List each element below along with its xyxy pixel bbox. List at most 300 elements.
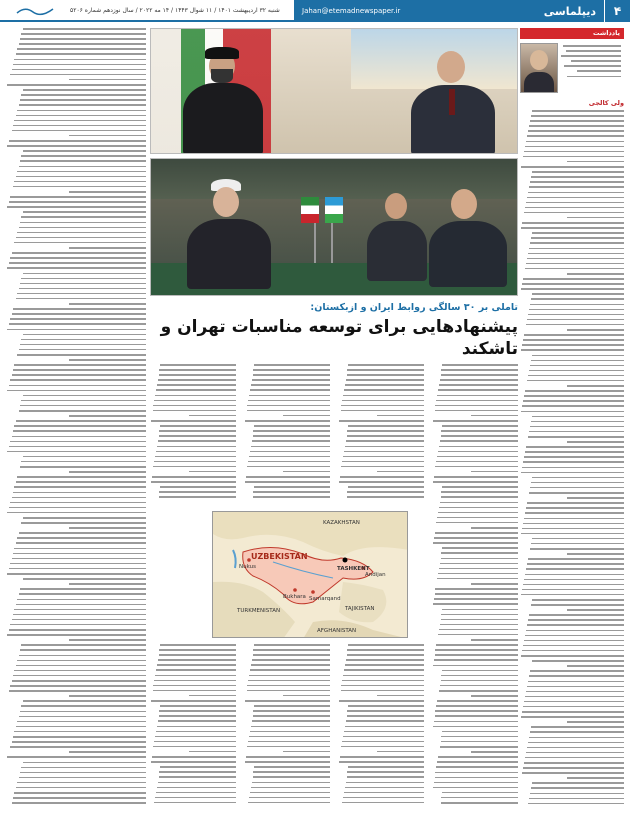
- text-line: [155, 456, 236, 458]
- text-line: [343, 736, 424, 738]
- text-line: [442, 670, 518, 672]
- text-line: [153, 405, 236, 407]
- text-line: [525, 207, 624, 209]
- text-line: [247, 746, 330, 748]
- text-line: [253, 374, 330, 376]
- text-line: [17, 232, 146, 234]
- text-line: [13, 308, 146, 310]
- text-line: [532, 477, 624, 479]
- text-line: [9, 140, 146, 142]
- text-line: [23, 273, 146, 275]
- text-line: [524, 701, 624, 703]
- text-line: [471, 471, 518, 473]
- text-line: [23, 578, 146, 580]
- text-line: [21, 33, 146, 35]
- text-line: [7, 267, 146, 269]
- text-line: [251, 787, 330, 789]
- text-line: [341, 466, 424, 468]
- text-line: [156, 731, 236, 733]
- text-line: [69, 527, 146, 529]
- text-line: [529, 248, 624, 250]
- text-line: [527, 197, 624, 199]
- text-line: [254, 766, 330, 768]
- text-line: [246, 756, 330, 758]
- text-line: [69, 751, 146, 753]
- text-line: [434, 598, 518, 600]
- text-line: [521, 227, 624, 229]
- text-line: [521, 472, 624, 474]
- text-line: [154, 461, 236, 463]
- photo-meeting-1: [150, 28, 518, 154]
- text-line: [441, 736, 518, 738]
- text-line: [254, 486, 330, 488]
- text-line: [523, 278, 624, 280]
- flag-uzbekistan-icon: [325, 197, 343, 223]
- text-line: [531, 237, 624, 239]
- map-label-samarqand: Samarqand: [309, 596, 341, 602]
- text-line: [159, 491, 236, 493]
- text-line: [347, 771, 424, 773]
- text-line: [160, 644, 236, 646]
- text-line: [20, 283, 146, 285]
- text-line: [439, 690, 518, 692]
- text-line: [344, 792, 424, 794]
- text-line: [435, 410, 518, 412]
- text-line: [441, 614, 518, 616]
- text-line: [13, 553, 146, 555]
- text-line: [434, 537, 518, 539]
- text-line: [10, 685, 146, 687]
- text-line: [531, 298, 624, 300]
- text-line: [250, 669, 330, 671]
- text-line: [283, 751, 330, 753]
- text-line: [521, 533, 624, 535]
- text-line: [438, 573, 518, 575]
- text-line: [522, 405, 624, 407]
- text-line: [155, 675, 236, 677]
- text-line: [441, 496, 518, 498]
- text-line: [157, 726, 236, 728]
- text-line: [250, 731, 330, 733]
- text-line: [249, 675, 330, 677]
- text-line: [439, 384, 518, 386]
- left-text-column: [6, 28, 146, 814]
- text-line: [433, 603, 518, 605]
- text-line: [529, 125, 624, 127]
- text-line: [16, 53, 146, 55]
- text-line: [377, 695, 424, 697]
- text-line: [17, 171, 146, 173]
- text-line: [442, 364, 518, 366]
- text-line: [377, 751, 424, 753]
- text-line: [158, 720, 236, 722]
- text-line: [471, 695, 518, 697]
- text-line: [69, 583, 146, 585]
- text-line: [442, 609, 518, 611]
- text-line: [524, 640, 624, 642]
- text-line: [437, 700, 518, 702]
- text-line: [245, 420, 330, 422]
- text-line: [342, 802, 424, 804]
- text-line: [347, 491, 424, 493]
- text-line: [21, 216, 146, 218]
- text-line: [155, 736, 236, 738]
- text-line: [528, 681, 624, 683]
- text-line: [340, 756, 424, 758]
- text-line: [160, 425, 236, 427]
- text-line: [23, 334, 146, 336]
- section-title: دیپلماسی: [543, 4, 596, 18]
- text-line: [531, 726, 624, 728]
- text-line: [442, 731, 518, 733]
- text-line: [19, 166, 146, 168]
- text-line: [14, 120, 146, 122]
- text-line: [252, 379, 330, 381]
- text-line: [12, 130, 146, 132]
- text-line: [10, 563, 146, 565]
- text-line: [9, 201, 146, 203]
- text-line: [348, 364, 424, 366]
- map-label-bukhara: Bukhara: [283, 594, 306, 600]
- text-line: [10, 624, 146, 626]
- text-line: [525, 451, 624, 453]
- text-line: [525, 146, 624, 148]
- article-headline: پیشنهادهایی برای توسعه مناسبات تهران و تاشکند: [160, 317, 518, 359]
- text-line: [567, 217, 624, 219]
- text-line: [10, 257, 146, 259]
- text-line: [16, 176, 146, 178]
- text-line: [341, 746, 424, 748]
- text-line: [435, 654, 518, 656]
- text-line: [342, 680, 424, 682]
- text-line: [12, 802, 146, 804]
- text-line: [346, 440, 424, 442]
- text-line: [523, 339, 624, 341]
- text-line: [10, 746, 146, 748]
- text-line: [339, 420, 424, 422]
- text-line: [17, 476, 146, 478]
- text-line: [249, 797, 330, 799]
- text-line: [17, 721, 146, 723]
- text-line: [347, 374, 424, 376]
- text-line: [347, 496, 424, 498]
- person-right: [401, 45, 501, 154]
- text-line: [523, 156, 624, 158]
- text-line: [16, 237, 146, 239]
- text-line: [7, 84, 146, 86]
- text-line: [442, 792, 518, 794]
- text-line: [160, 364, 236, 366]
- text-line: [12, 619, 146, 621]
- text-line: [7, 390, 146, 392]
- text-line: [441, 369, 518, 371]
- text-line: [530, 120, 624, 122]
- text-line: [343, 675, 424, 677]
- text-line: [442, 547, 518, 549]
- map-label-tajikistan: TAJIKISTAN: [345, 606, 375, 612]
- text-line: [156, 669, 236, 671]
- text-line: [158, 440, 236, 442]
- text-line: [151, 761, 236, 763]
- text-line: [155, 395, 236, 397]
- issue-info: شنبه ۳۲ اردیبهشت ۱۴۰۱ / ۱۱ شوال ۱۴۴۳ / ۱۴ مه ۲۰۲۲ / سال نوزدهم شماره ۵۲۰۶: [70, 0, 294, 22]
- text-line: [23, 89, 146, 91]
- text-line: [69, 191, 146, 193]
- text-line: [19, 410, 146, 412]
- text-line: [532, 660, 624, 662]
- text-line: [151, 700, 236, 702]
- text-line: [529, 737, 624, 739]
- text-line: [154, 741, 236, 743]
- text-line: [442, 425, 518, 427]
- text-line: [189, 415, 236, 417]
- text-line: [21, 705, 146, 707]
- text-line: [525, 512, 624, 514]
- text-line: [339, 700, 424, 702]
- text-line: [523, 400, 624, 402]
- text-line: [347, 715, 424, 717]
- text-line: [160, 766, 236, 768]
- text-line: [437, 578, 518, 580]
- text-line: [157, 664, 236, 666]
- text-line: [21, 339, 146, 341]
- text-line: [253, 496, 330, 498]
- text-line: [529, 492, 624, 494]
- text-line: [249, 395, 330, 397]
- text-line: [20, 160, 146, 162]
- text-line: [521, 716, 624, 718]
- text-line: [250, 792, 330, 794]
- text-line: [435, 777, 518, 779]
- text-line: [528, 130, 624, 132]
- text-line: [441, 374, 518, 376]
- text-line: [530, 670, 624, 672]
- text-line: [159, 374, 236, 376]
- text-line: [254, 705, 330, 707]
- text-line: [521, 349, 624, 351]
- text-line: [526, 263, 624, 265]
- text-line: [524, 456, 624, 458]
- text-line: [567, 777, 624, 779]
- text-line: [21, 522, 146, 524]
- text-line: [526, 507, 624, 509]
- text-line: [522, 283, 624, 285]
- text-line: [528, 253, 624, 255]
- text-line: [7, 512, 146, 514]
- text-line: [441, 741, 518, 743]
- text-line: [21, 400, 146, 402]
- text-line: [12, 680, 146, 682]
- text-line: [530, 731, 624, 733]
- text-line: [567, 273, 624, 275]
- text-line: [12, 374, 146, 376]
- text-line: [438, 634, 518, 636]
- text-line: [343, 456, 424, 458]
- text-line: [435, 532, 518, 534]
- text-line: [441, 802, 518, 804]
- text-line: [248, 741, 330, 743]
- text-line: [521, 288, 624, 290]
- text-line: [435, 649, 518, 651]
- text-line: [245, 761, 330, 763]
- text-line: [19, 104, 146, 106]
- text-line: [527, 135, 624, 137]
- text-line: [345, 446, 424, 448]
- text-line: [528, 619, 624, 621]
- text-line: [341, 410, 424, 412]
- text-line: [346, 379, 424, 381]
- flag-iran-icon: [301, 197, 319, 223]
- text-line: [160, 486, 236, 488]
- text-line: [13, 369, 146, 371]
- text-line: [377, 471, 424, 473]
- text-line: [525, 757, 624, 759]
- text-line: [248, 680, 330, 682]
- text-line: [442, 486, 518, 488]
- page-number: ۴: [604, 0, 630, 22]
- text-line: [159, 369, 236, 371]
- text-line: [23, 762, 146, 764]
- text-line: [521, 166, 624, 168]
- text-line: [436, 522, 518, 524]
- text-line: [69, 79, 146, 81]
- section-band: [294, 0, 604, 22]
- text-line: [16, 298, 146, 300]
- text-line: [156, 451, 236, 453]
- text-line: [20, 649, 146, 651]
- text-line: [523, 523, 624, 525]
- text-line: [529, 309, 624, 311]
- text-line: [20, 588, 146, 590]
- text-line: [527, 686, 624, 688]
- text-line: [440, 563, 518, 565]
- author-photo: [520, 43, 558, 93]
- text-line: [23, 517, 146, 519]
- text-line: [523, 706, 624, 708]
- text-line: [525, 574, 624, 576]
- text-line: [344, 451, 424, 453]
- text-line: [433, 665, 518, 667]
- text-line: [159, 654, 236, 656]
- text-line: [12, 313, 146, 315]
- text-line: [69, 639, 146, 641]
- text-line: [437, 395, 518, 397]
- text-line: [438, 512, 518, 514]
- text-line: [437, 517, 518, 519]
- text-line: [69, 247, 146, 249]
- text-line: [9, 629, 146, 631]
- text-line: [12, 497, 146, 499]
- text-line: [567, 665, 624, 667]
- text-line: [9, 262, 146, 264]
- text-line: [253, 435, 330, 437]
- text-line: [532, 171, 624, 173]
- text-line: [9, 690, 146, 692]
- text-line: [528, 192, 624, 194]
- text-line: [253, 710, 330, 712]
- text-line: [531, 787, 624, 789]
- text-line: [16, 787, 146, 789]
- text-line: [159, 496, 236, 498]
- text-line: [250, 451, 330, 453]
- map-label-nukus: Nukus: [239, 564, 256, 570]
- text-line: [17, 537, 146, 539]
- text-line: [23, 211, 146, 213]
- text-line: [252, 720, 330, 722]
- text-line: [346, 659, 424, 661]
- text-line: [347, 369, 424, 371]
- text-line: [342, 741, 424, 743]
- text-line: [345, 664, 424, 666]
- text-line: [19, 349, 146, 351]
- text-line: [531, 176, 624, 178]
- text-line: [157, 384, 236, 386]
- text-line: [283, 695, 330, 697]
- text-line: [23, 395, 146, 397]
- text-line: [434, 476, 518, 478]
- text-line: [7, 145, 146, 147]
- text-line: [523, 767, 624, 769]
- text-line: [529, 186, 624, 188]
- text-line: [530, 304, 624, 306]
- text-line: [69, 415, 146, 417]
- text-line: [251, 726, 330, 728]
- text-line: [525, 268, 624, 270]
- text-line: [69, 303, 146, 305]
- text-line: [567, 385, 624, 387]
- text-line: [567, 553, 624, 555]
- text-line: [19, 716, 146, 718]
- text-line: [531, 482, 624, 484]
- text-line: [21, 155, 146, 157]
- text-line: [14, 548, 146, 550]
- text-line: [435, 466, 518, 468]
- text-line: [435, 405, 518, 407]
- text-line: [343, 395, 424, 397]
- text-line: [522, 467, 624, 469]
- text-line: [434, 782, 518, 784]
- text-line: [433, 481, 518, 483]
- text-line: [156, 389, 236, 391]
- text-line: [441, 680, 518, 682]
- text-line: [522, 711, 624, 713]
- text-line: [14, 609, 146, 611]
- text-line: [532, 782, 624, 784]
- text-line: [254, 364, 330, 366]
- text-line: [531, 421, 624, 423]
- text-line: [23, 456, 146, 458]
- header-email[interactable]: Jahan@etemadnewspaper.ir: [302, 7, 401, 15]
- text-line: [567, 329, 624, 331]
- text-line: [20, 38, 146, 40]
- text-line: [251, 664, 330, 666]
- text-line: [347, 649, 424, 651]
- text-line: [159, 771, 236, 773]
- map-label-uzbekistan: UZBEKISTAN: [251, 552, 308, 561]
- text-line: [248, 461, 330, 463]
- text-line: [10, 379, 146, 381]
- header-logo: [0, 0, 70, 22]
- text-line: [521, 411, 624, 413]
- text-line: [10, 441, 146, 443]
- text-line: [14, 181, 146, 183]
- text-line: [526, 568, 624, 570]
- author-block: [520, 43, 624, 99]
- text-line: [13, 492, 146, 494]
- text-line: [441, 797, 518, 799]
- text-line: [347, 710, 424, 712]
- text-line: [471, 583, 518, 585]
